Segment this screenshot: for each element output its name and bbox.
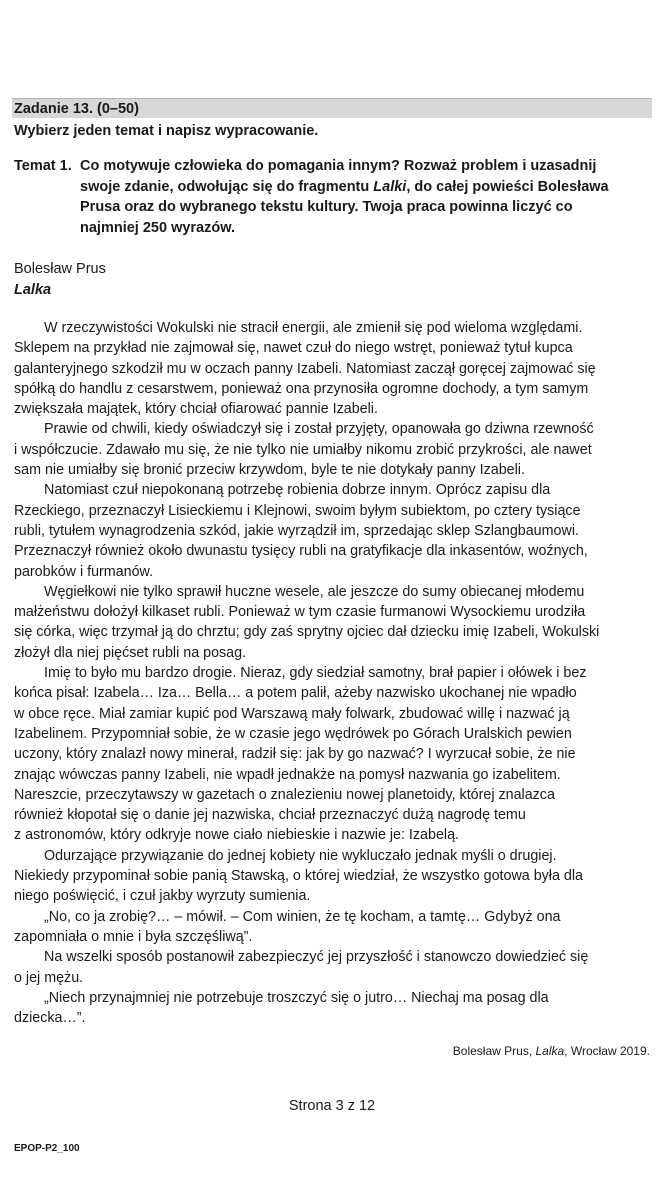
topic-line: najmniej 250 wyrazów. (80, 219, 235, 236)
excerpt-author: Bolesław Prus (14, 261, 106, 277)
passage-line: małżeństwu dołożył kilkaset rubli. Ponieważ w tym czasie furmanowi Wysockiemu urodziła (14, 604, 586, 621)
passage-line: rubli, tytułem wynagrodzenia szkód, jakie wyrządził im, sprzedając sklep Szlangbaumowi. (14, 522, 579, 539)
passage-line: złożył dla niej pięćset rubli na posag. (14, 644, 247, 661)
passage-line: W rzeczywistości Wokulski nie stracił energii, ale zmienił się pod wieloma względami. (44, 320, 583, 336)
passage-line: Rzeckiego, przeznaczył Lisieckiemu i Klejnowi, swoim byłym subiektom, po cztery tysiące (14, 502, 581, 519)
passage-line: o jej mężu. (14, 969, 84, 986)
document-code: EPOP-P2_100 (14, 1143, 80, 1154)
passage-line: dziecka…”. (14, 1010, 86, 1027)
passage-line: Natomiast czuł niepokonaną potrzebę robienia dobrze innym. Oprócz zapisu dla (44, 482, 551, 499)
passage-line: się córka, więc trzymał ją do chrztu; gdy zaś sprytny ojciec dał dziecku imię Izabeli, Wokulski (14, 624, 600, 641)
passage-line: spółką do handlu z cesarstwem, ponieważ ona przynosiła ogromne dochody, a tym samym (14, 380, 589, 397)
topic-line: Co motywuje człowieka do pomagania innym? Rozważ problem i uzasadnij (80, 158, 597, 174)
passage-line: Izabelinem. Przypomniał sobie, że w czasie jego wędrówek po Górach Uralskich pewien (14, 725, 572, 742)
passage-line: Imię to było mu bardzo drogie. Nieraz, gdy siedział samotny, brał papier i ołówek i bez (44, 665, 587, 682)
passage-line: Sklepem na przykład nie zajmował się, nawet czuł do niego wstręt, ponieważ tytuł kupca (14, 340, 573, 357)
passage-line: Przeznaczył również około dwunastu tysięcy rubli na gratyfikacje dla inkasentów, woźnych, (14, 543, 588, 560)
passage-line: Odurzające przywiązanie do jednej kobiety nie wykluczało jednak myśli o drugiej. (44, 847, 557, 864)
passage-line: znając wówczas panny Izabeli, nie wpadł jednakże na pomysł nazwania go izabelitem. (14, 766, 561, 783)
topic-book-title: Lalki (373, 178, 407, 195)
passage-line: uczony, który znalazł nowy minerał, radził się: jak by go nazwać? I wyrzucał sobie, że nie (14, 746, 576, 763)
passage-line: Nareszcie, przeczytawszy w gazetach o znalezieniu nowej planetoidy, której znalazca (14, 786, 555, 803)
source-title: Lalka (535, 1044, 565, 1058)
source-rest: , Wrocław 2019. (564, 1044, 650, 1058)
task-instruction: Wybierz jeden temat i napisz wypracowanie. (14, 123, 319, 139)
excerpt-passage (14, 318, 654, 1028)
passage-line: parobków i furmanów. (14, 563, 154, 580)
topic-line (80, 177, 654, 198)
passage-line: końca pisał: Izabela… Iza… Bella… a potem palił, ażeby nazwisko ukochanej nie wpadło (14, 685, 577, 702)
excerpt-source (453, 1042, 650, 1060)
passage-line: Węgiełkowi nie tylko sprawił huczne wesele, ale jeszcze do sumy obiecanej młodemu (44, 583, 585, 600)
passage-line: sam nie umiałby się bronić przeciw krzywdom, byle te nie dotykały panny Izabeli. (14, 462, 525, 479)
passage-line: zapomniała o mnie i była szczęśliwą”. (14, 928, 253, 945)
passage-line: również kłopotał się o danie jej nazwiska, chciał przeznaczyć dużą nagrodę temu (14, 807, 526, 824)
passage-line: Na wszelki sposób postanowił zabezpieczyć jej przyszłość i stanowczo dowiedzieć się (44, 949, 589, 966)
passage-line: Niekiedy przypominał sobie panią Stawską, o której wiedział, że wszystko gotowa była dla (14, 868, 583, 885)
topic-line-part: swoje zdanie, odwołując się do fragmentu (80, 178, 374, 195)
topic-line-part: , do całej powieści Bolesława (406, 178, 609, 195)
passage-line: galanteryjnego szkodził mu w oczach panny Izabeli. Natomiast zaczął goręcej zajmować się (14, 360, 596, 377)
topic-text (80, 156, 654, 238)
passage-line: zwiększała majątek, który chciał ofiarować pannie Izabeli. (14, 401, 378, 418)
passage-line: niego poświęcić, i czuł jakby wyrzuty sumienia. (14, 888, 311, 905)
topic-label: Temat 1. (14, 158, 72, 174)
topic-line: Prusa oraz do wybranego tekstu kultury. Twoja praca powinna liczyć co (80, 199, 573, 215)
task-header: Zadanie 13. (0–50) (12, 98, 652, 118)
passage-line: „No, co ja zrobię?… – mówił. – Com winien, że tę kocham, a tamtę… Gdybyż ona (44, 908, 561, 925)
excerpt-title: Lalka (14, 282, 52, 298)
passage-line: i współczucie. Zdawało mu się, że nie tylko nie umiałby nikomu zrobić przykrości, ale nawet (14, 441, 592, 458)
passage-line: Prawie od chwili, kiedy oświadczył się i został przyjęty, opanowała go dziwna rzewność (44, 421, 594, 438)
source-author: Bolesław Prus, (452, 1044, 536, 1058)
passage-line: „Niech przynajmniej nie potrzebuje troszczyć się o jutro… Niechaj ma posag dla (44, 989, 549, 1006)
page-number: Strona 3 z 12 (288, 1098, 376, 1114)
passage-line: z astronomów, który odkryje nowe ciało niebieskie i nazwie je: Izabelą. (14, 827, 460, 844)
passage-line: w obce ręce. Miał zamiar kupić pod Warszawą mały folwark, zbudować willę i nazwać ją (14, 705, 570, 722)
